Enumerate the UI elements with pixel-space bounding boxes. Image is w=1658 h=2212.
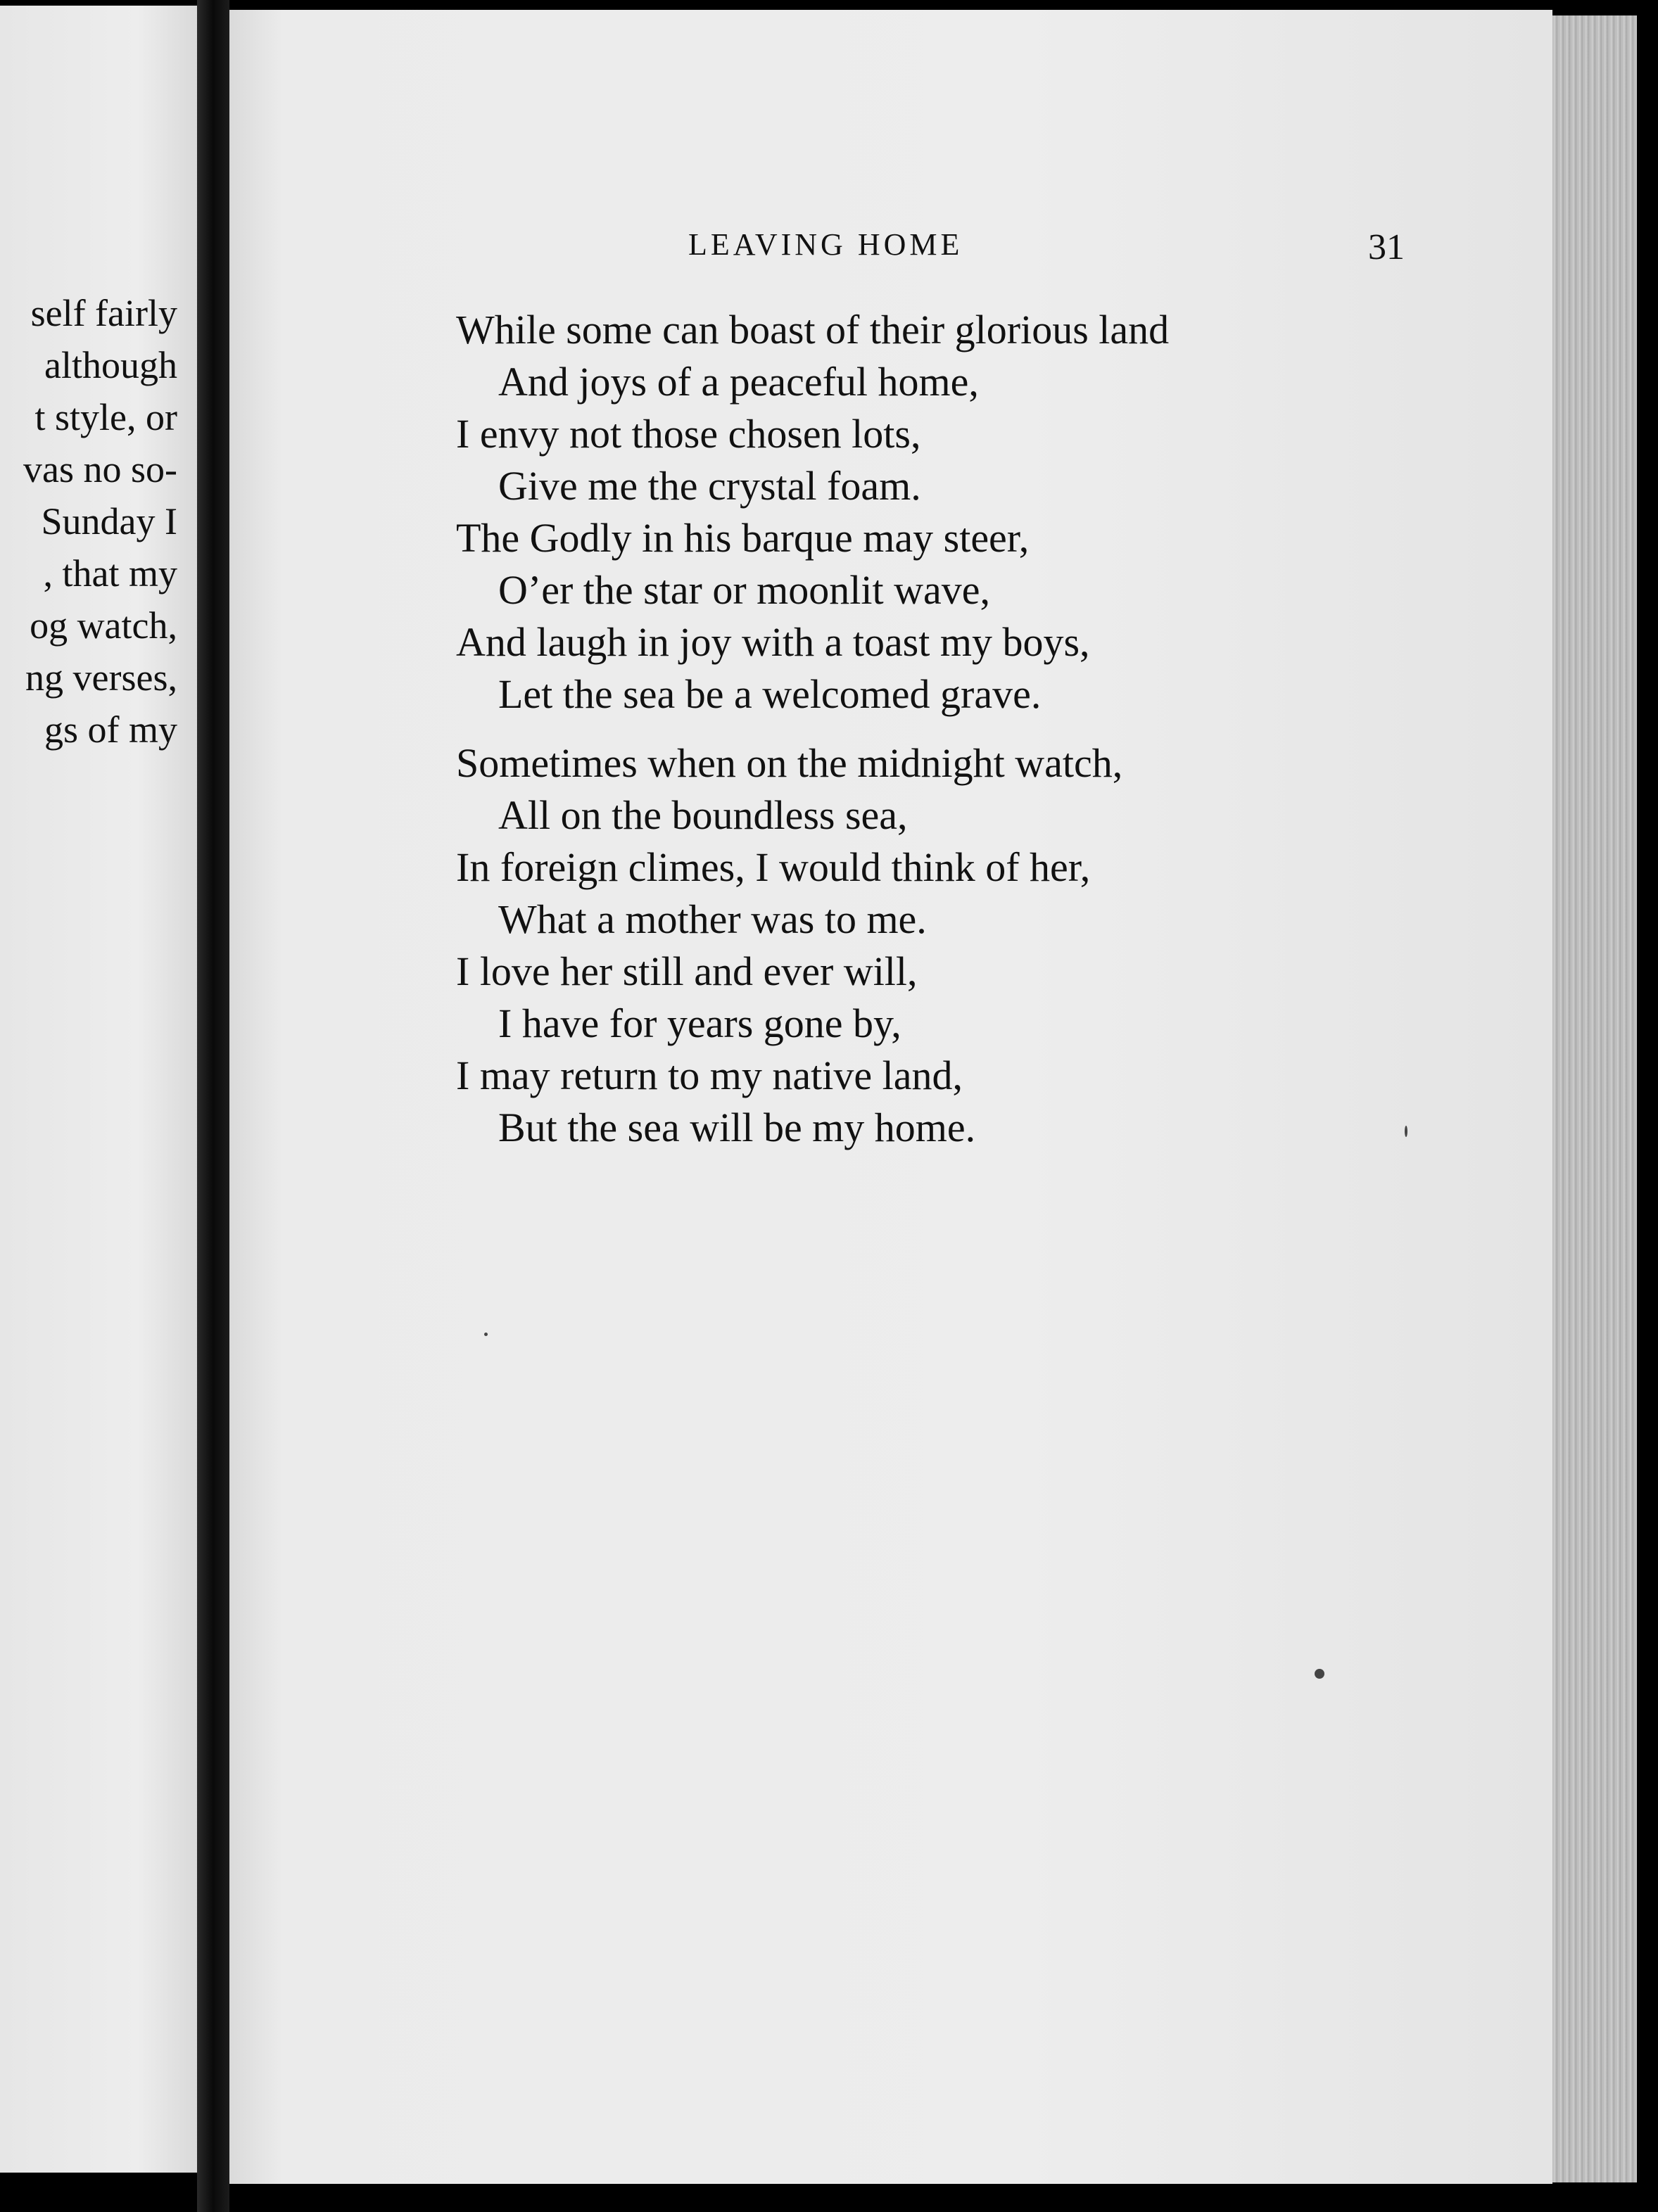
poem-line: Let the sea be a welcomed grave. [498, 671, 1042, 717]
poem-line: I love her still and ever will, [456, 948, 918, 994]
poem-line: While some can boast of their glorious land [456, 307, 1170, 352]
poem [456, 304, 1169, 1171]
previous-page-fragment [0, 6, 197, 2173]
poem-line: I have for years gone by, [498, 1000, 901, 1046]
poem-line: I envy not those chosen lots, [456, 411, 921, 457]
poem-line: And laugh in joy with a toast my boys, [456, 619, 1090, 665]
paper-speck [1315, 1669, 1324, 1679]
poem-line: In foreign climes, I would think of her, [456, 844, 1091, 890]
previous-page-line: og watch, [30, 604, 177, 647]
poem-line: And joys of a peaceful home, [498, 359, 979, 405]
paper-speck [484, 1333, 488, 1336]
book-gutter [197, 0, 229, 2212]
previous-page-line: ng verses, [25, 656, 177, 699]
poem-line: What a mother was to me. [498, 896, 927, 942]
previous-page-line: vas no so- [23, 448, 177, 490]
previous-page-line: t style, or [34, 396, 177, 438]
poem-line: But the sea will be my home. [498, 1105, 976, 1150]
poem-line: Sometimes when on the midnight watch, [456, 740, 1123, 786]
poem-line: I may return to my native land, [456, 1053, 963, 1098]
paper-speck [1405, 1126, 1407, 1137]
poem-line: Give me the crystal foam. [498, 463, 921, 509]
page-edges [1552, 15, 1637, 2182]
previous-page-line: self fairly [30, 292, 177, 334]
previous-page-line: , that my [43, 552, 177, 595]
previous-page-line: Sunday I [41, 500, 177, 542]
stanza-1 [456, 304, 1169, 720]
previous-page-text [23, 287, 177, 756]
page-number: 31 [1368, 227, 1405, 267]
running-head: LEAVING HOME [688, 227, 963, 262]
poem-line: The Godly in his barque may steer, [456, 515, 1030, 561]
poem-line: O’er the star or moonlit wave, [498, 567, 991, 613]
stanza-2 [456, 737, 1169, 1154]
previous-page-line: although [44, 344, 177, 386]
poem-line: All on the boundless sea, [498, 792, 908, 838]
previous-page-line: gs of my [44, 708, 177, 751]
